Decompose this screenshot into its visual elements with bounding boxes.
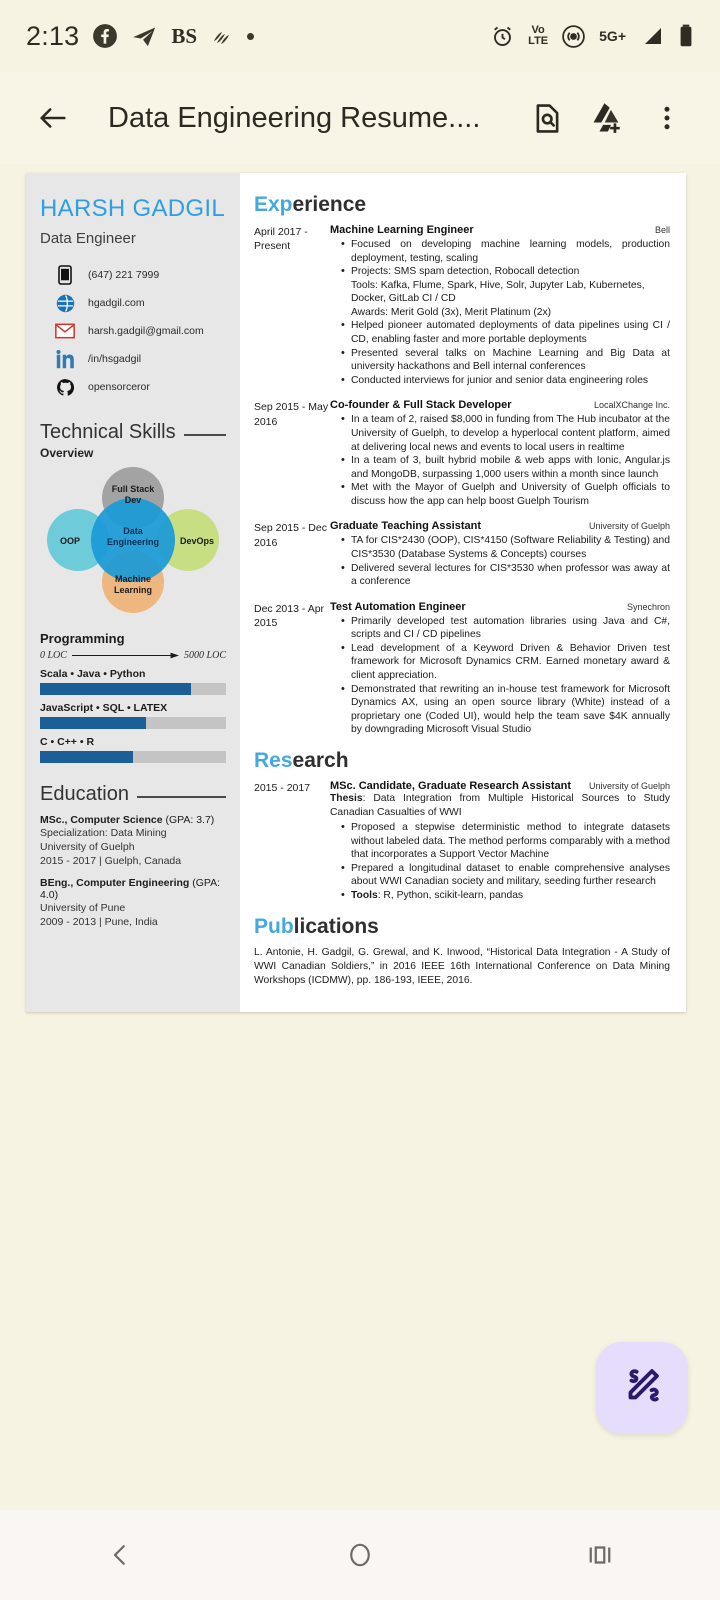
signal-icon	[639, 24, 665, 48]
publication-entry: L. Antonie, H. Gadgil, G. Grewal, and K. Inwood, “Historical Data Integration - A Study of WWI Canadian Soldiers,” in 2016 IEEE 16th International Conference on Data Mining Workshops (ICDMW), pp. 186-193, IEEE, 2016.	[254, 946, 670, 986]
contact-email: harsh.gadgil@gmail.com	[88, 325, 204, 337]
globe-icon	[54, 294, 76, 313]
skills-subheading: Overview	[40, 446, 94, 460]
publications-heading-lead: Pub	[254, 914, 294, 938]
education-detail: 2015 - 2017 | Guelph, Canada	[40, 855, 182, 868]
hotspot-icon	[561, 24, 586, 49]
page-title: Data Engineering Resume....	[108, 101, 481, 134]
github-icon	[54, 378, 76, 397]
experience-title: Test Automation Engineer	[330, 600, 466, 613]
contact-github: opensorceror	[88, 381, 150, 393]
experience-entry	[254, 399, 670, 508]
experience-heading-rest: erience	[292, 193, 367, 216]
heading-rule	[137, 796, 226, 798]
recents-nav-icon[interactable]	[540, 1510, 660, 1600]
contact-linkedin: /in/hsgadgil	[88, 353, 142, 365]
contact-list	[40, 261, 226, 401]
heading-rule	[184, 434, 226, 436]
education-degree: MSc., Computer Science	[40, 814, 163, 826]
education-detail: Specialization: Data Mining	[40, 827, 167, 839]
education-detail: University of Guelph	[40, 841, 135, 854]
education-gpa: (GPA: 3.7)	[162, 814, 215, 826]
venn-label-oop: OOP	[59, 536, 81, 546]
skills-section-header	[40, 421, 226, 444]
system-nav-bar	[0, 1510, 720, 1600]
candidate-role: Data Engineer	[40, 230, 136, 247]
thesis-label: Thesis	[330, 792, 363, 804]
venn-label-full-stack-dev: Full Stack	[111, 484, 155, 494]
publications-heading	[254, 915, 670, 939]
venn-label-machine-learning: Machine	[114, 574, 152, 584]
thesis-text: : Data Integration from Multiple Historical Sources to Study Canadian Casualties of WWI	[330, 792, 670, 818]
loc-axis-arrow	[72, 651, 179, 660]
loc-axis-min: 0 LOC	[40, 650, 67, 661]
phone-icon	[54, 265, 76, 285]
experience-title: Co-founder & Full Stack Developer	[330, 399, 512, 412]
email-icon	[54, 323, 76, 339]
edit-fab-button[interactable]	[596, 1342, 688, 1434]
contact-phone: (647) 221 7999	[88, 269, 160, 281]
experience-bullets	[330, 238, 670, 387]
research-entry	[254, 780, 670, 903]
research-tools: • Tools: R, Python, scikit-learn, pandas	[342, 889, 670, 903]
experience-bullet: • TA for CIS*2430 (OOP), CIS*4150 (Software Reliability & Testing) and CIS*3530 (Database Systems & Concepts) courses	[342, 534, 670, 561]
experience-org: Synechron	[626, 601, 670, 612]
experience-entry	[254, 520, 670, 588]
contact-item	[54, 373, 226, 401]
education-heading: Education	[40, 783, 129, 805]
research-date: 2015 - 2017	[254, 781, 311, 794]
svg-text:Engineering: Engineering	[106, 537, 160, 547]
experience-bullet: • Conducted interviews for junior and senior data engineering roles	[342, 374, 670, 388]
research-bullet: • Proposed a stepwise deterministic method to integrate datasets without labeled data. The method performs comparably with a method that incorporates a Support Vector Machine	[342, 821, 670, 862]
status-bar-right	[490, 23, 694, 49]
education-detail: 2009 - 2013 | Pune, India	[40, 915, 158, 928]
research-heading-rest: earch	[292, 748, 349, 772]
research-org: University of Guelph	[588, 780, 670, 791]
experience-bullets	[330, 534, 670, 588]
education-section-header	[40, 783, 226, 806]
experience-org: LocalXChange Inc.	[593, 400, 670, 411]
experience-date: Sep 2015 - May 2016	[254, 401, 329, 428]
resume-page	[26, 173, 686, 1012]
volte-line-2: LTE	[528, 35, 549, 47]
bar-track	[40, 751, 226, 763]
resume-main	[240, 173, 686, 1012]
experience-bullet: • In a team of 3, built hybrid mobile & web apps with Ionic, Angular.js and MongoDB, surpassing 1,000 users within a month since launch	[342, 454, 670, 481]
overflow-menu-icon[interactable]	[640, 91, 694, 145]
status-bar-left	[26, 21, 254, 52]
app-icon	[210, 24, 234, 48]
dot-icon	[247, 33, 254, 40]
education-detail: University of Pune	[40, 901, 126, 914]
contact-item	[54, 345, 226, 373]
experience-bullet: • Demonstrated that rewriting an in-house test framework for Microsoft Dynamics AX, using an open source library (White) instead of a proprietary one (Coded UI), would help the team save $4K annually by downgrading Microsoft Visual Studio	[342, 683, 670, 737]
experience-date: Dec 2013 - Apr 2015	[254, 602, 325, 629]
experience-bullet: • Presented several talks on Machine Learning and Big Data at university hackathons and Bell internal conferences	[342, 347, 670, 374]
contact-item	[54, 289, 226, 317]
research-heading-lead: Res	[254, 748, 293, 772]
experience-entry	[254, 601, 670, 737]
experience-bullet: • In a team of 2, raised $8,000 in funding from The Hub incubator at the University of Guelph, to develop a hyperlocal content platform, aimed at delivering local news and events to local users in realtime	[342, 413, 670, 454]
document-viewer[interactable]	[0, 173, 720, 1012]
experience-heading	[254, 193, 670, 217]
experience-date: Sep 2015 - Dec 2016	[254, 522, 327, 549]
experience-bullet: • Primarily developed test automation libraries using Java and C#, scripts and CI / CD pipelines	[342, 615, 670, 642]
experience-org: Bell	[654, 225, 670, 235]
education-degree-line	[40, 814, 226, 826]
network-5g-icon	[599, 29, 626, 43]
alarm-icon	[490, 24, 515, 49]
publications-heading-rest: lications	[293, 914, 379, 938]
education-gpa: (GPA: 4.0)	[40, 876, 221, 901]
experience-bullets	[330, 413, 670, 508]
experience-heading-lead: Exp	[254, 193, 293, 216]
bar-label: JavaScript • SQL • LATEX	[40, 702, 168, 714]
experience-bullet: • Delivered several lectures for CIS*3530 when professor was away at a conference	[342, 562, 670, 589]
candidate-name: HARSH GADGIL	[40, 195, 225, 222]
experience-entry	[254, 224, 670, 387]
experience-bullet: • Focused on developing machine learning models, production deployment, testing, scaling	[342, 238, 670, 265]
network-5g-label: 5G+	[599, 28, 626, 44]
experience-title: Graduate Teaching Assistant	[330, 520, 481, 533]
programming-heading: Programming	[40, 631, 125, 646]
skills-heading: Technical Skills	[40, 421, 176, 443]
venn-label-data-engineering: Data	[123, 526, 143, 536]
research-bullet: • Prepared a longitudinal dataset to enable comprehensive analyses about WWI Canadian society and military, seeding further research	[342, 862, 670, 889]
volte-line-1: Vo	[531, 24, 545, 36]
education-entry	[40, 877, 226, 929]
document-search-icon[interactable]	[520, 91, 574, 145]
telegram-icon	[131, 23, 158, 50]
bar-label: C • C++ • R	[40, 736, 95, 748]
experience-bullet: • Lead development of a Keyword Driven & Behavior Driven test framework for Microsoft Dynamics CRM. Earned monetary award & client appreciation.	[342, 642, 670, 683]
research-thesis	[330, 792, 670, 819]
contact-item	[54, 317, 226, 345]
contact-item	[54, 261, 226, 289]
programming-bar-group	[40, 668, 226, 763]
svg-text:Dev: Dev	[124, 495, 142, 505]
education-entry	[40, 814, 226, 869]
experience-title: Machine Learning Engineer	[330, 224, 474, 236]
battery-icon	[678, 23, 694, 49]
home-nav-icon[interactable]	[300, 1510, 420, 1600]
skills-venn-diagram	[40, 464, 226, 614]
loc-axis	[40, 650, 226, 661]
experience-list	[254, 224, 670, 737]
status-time: 2:13	[26, 20, 80, 51]
status-bar	[0, 0, 720, 72]
experience-bullets	[330, 615, 670, 737]
resume-sidebar	[26, 173, 240, 1012]
bar-label: Scala • Java • Python	[40, 668, 146, 680]
education-degree: BEng., Computer Engineering	[40, 876, 190, 889]
app-bar	[0, 72, 720, 164]
back-nav-icon[interactable]	[60, 1510, 180, 1600]
venn-label-devops: DevOps	[179, 536, 215, 546]
bar-track	[40, 683, 226, 695]
experience-bullet: • Projects: SMS spam detection, Robocall detection Tools: Kafka, Flume, Spark, Hive, Solr, Jupyter Lab, Kubernetes, Docker, GitLab CI / CD Awards: Merit Gold (3x), Merit Platinum (2x)	[342, 265, 670, 319]
research-bullets	[330, 821, 670, 902]
bar-fill	[40, 717, 146, 729]
experience-bullet: • Helped pioneer automated deployments of data pipelines using CI / CD, enabling faster and more portable deployments	[342, 319, 670, 346]
volte-icon	[528, 25, 548, 47]
facebook-icon	[92, 23, 118, 49]
svg-text:Learning: Learning	[113, 585, 153, 595]
linkedin-icon	[54, 350, 76, 369]
experience-date: April 2017 - Present	[254, 226, 308, 253]
research-heading	[254, 749, 670, 773]
back-button[interactable]	[26, 91, 80, 145]
bar-fill	[40, 751, 133, 763]
experience-bullet: • Met with the Mayor of Guelph and University of Guelph officials to discuss how the app can help boost Guelph Tourism	[342, 481, 670, 508]
bs-badge: BS	[171, 23, 198, 48]
experience-org: University of Guelph	[588, 521, 670, 532]
bar-track	[40, 717, 226, 729]
contact-website: hgadgil.com	[88, 297, 145, 309]
education-degree-line	[40, 877, 226, 901]
research-title: MSc. Candidate, Graduate Research Assistant	[330, 779, 572, 792]
edit-pen-icon	[619, 1363, 665, 1414]
bar-fill	[40, 683, 191, 695]
add-to-drive-icon[interactable]	[580, 91, 634, 145]
loc-axis-max: 5000 LOC	[184, 650, 226, 661]
